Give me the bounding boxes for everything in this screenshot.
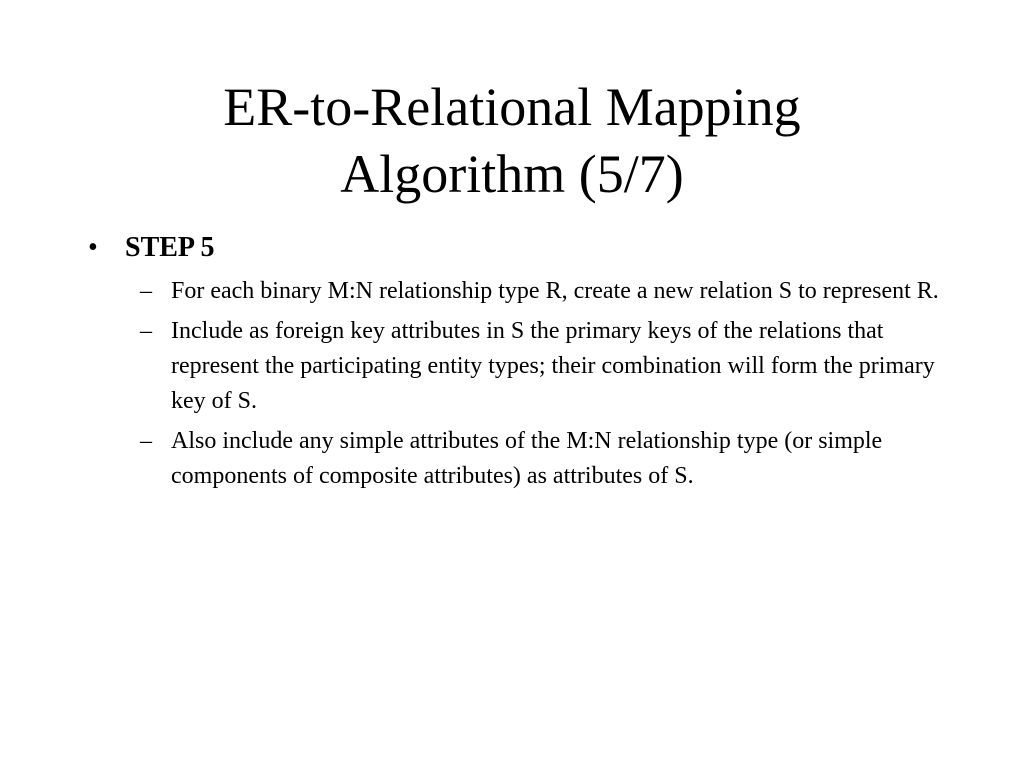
slide-body xyxy=(88,228,948,499)
subitem-text: Include as foreign key attributes in S the primary keys of the relations that represent the participating entity types; their combination will form the primary key of S. xyxy=(171,318,935,414)
bullet-step xyxy=(88,228,948,268)
dash-marker: – xyxy=(140,428,152,454)
subitem xyxy=(88,424,948,494)
dash-marker: – xyxy=(140,318,152,344)
dash-marker: – xyxy=(140,278,152,304)
subitem-text: Also include any simple attributes of the M:N relationship type (or simple components of composite attributes) as attributes of S. xyxy=(171,428,883,489)
slide-title-line-1: ER-to-Relational Mapping xyxy=(223,77,801,137)
subitem xyxy=(88,314,948,419)
bullet-marker: • xyxy=(88,232,98,263)
subitem xyxy=(88,274,948,309)
slide-title xyxy=(60,74,964,208)
step-label: STEP 5 xyxy=(125,232,215,263)
subitem-list xyxy=(88,274,948,494)
subitem-text: For each binary M:N relationship type R, create a new relation S to represent R. xyxy=(171,278,939,304)
slide-title-line-2: Algorithm (5/7) xyxy=(340,144,684,204)
